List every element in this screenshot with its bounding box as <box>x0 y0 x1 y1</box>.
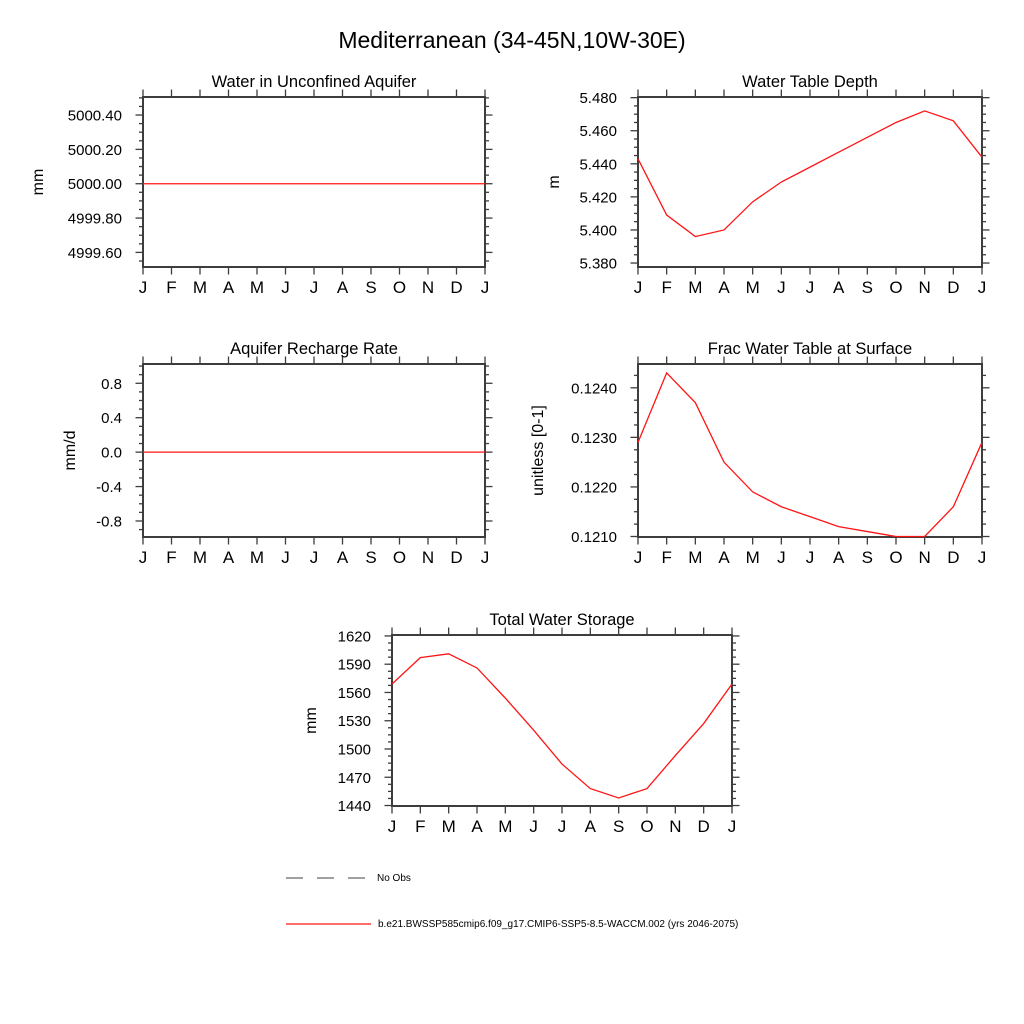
y-tick-label: 0.1210 <box>571 529 617 547</box>
x-tick-label: S <box>861 548 874 567</box>
y-axis-label: mm <box>30 168 47 196</box>
x-tick-label: J <box>777 278 786 297</box>
x-tick-label: M <box>745 278 760 297</box>
x-tick-label: J <box>480 548 490 567</box>
x-tick-label: J <box>138 548 148 567</box>
x-tick-label: O <box>392 278 407 297</box>
y-tick-label: 4999.60 <box>67 244 122 262</box>
x-tick-label: D <box>947 278 960 297</box>
series-key-line <box>286 918 371 930</box>
y-tick-label: 0.8 <box>101 375 122 393</box>
y-tick-label: -0.8 <box>96 513 122 531</box>
x-tick-label: N <box>669 817 682 836</box>
y-tick-label: 1530 <box>337 713 371 731</box>
x-tick-label: O <box>889 548 903 567</box>
panel-title: Frac Water Table at Surface <box>707 340 913 358</box>
y-axis-label: mm <box>303 707 320 734</box>
y-tick-label: 5.380 <box>579 255 617 273</box>
y-tick-label: 5000.40 <box>67 107 122 125</box>
legend-entry-series <box>286 918 738 930</box>
series-label: b.e21.BWSSP585cmip6.f09_g17.CMIP6-SSP5-8.5-WACCM.002 (yrs 2046-2075) <box>378 918 739 930</box>
no-obs-dash-line <box>286 872 366 884</box>
legend-entry-no-obs <box>286 872 411 884</box>
x-tick-label: J <box>281 548 290 567</box>
plot-frame <box>638 97 982 267</box>
x-tick-label: A <box>584 817 597 836</box>
x-tick-label: D <box>697 817 710 836</box>
x-tick-label: M <box>441 817 456 836</box>
chart-panel-5 <box>303 611 740 836</box>
x-tick-label: J <box>529 817 538 836</box>
y-tick-label: 5.460 <box>579 123 617 141</box>
panel-title: Total Water Storage <box>489 611 635 629</box>
x-tick-label: J <box>977 278 987 297</box>
y-tick-label: 1620 <box>337 628 371 646</box>
x-tick-label: A <box>832 278 845 297</box>
x-tick-label: S <box>861 278 874 297</box>
y-tick-label: 0.1230 <box>571 429 617 447</box>
plot-frame <box>638 364 982 537</box>
y-axis-label: m <box>546 175 563 189</box>
y-tick-label: 5.400 <box>579 222 617 240</box>
y-tick-label: 1470 <box>337 769 371 787</box>
x-tick-label: M <box>745 548 760 567</box>
x-tick-label: N <box>918 278 931 297</box>
x-tick-label: F <box>661 278 672 297</box>
chart-panel-2 <box>546 73 990 297</box>
chart-panel-1 <box>30 73 493 297</box>
x-tick-label: F <box>166 278 177 297</box>
x-tick-label: M <box>688 278 703 297</box>
x-tick-label: A <box>222 548 235 567</box>
x-tick-label: O <box>640 817 654 836</box>
x-tick-label: J <box>138 278 148 297</box>
x-tick-label: M <box>192 278 208 297</box>
y-axis-label: unitless [0-1] <box>530 405 547 496</box>
x-tick-label: J <box>557 817 567 836</box>
x-tick-label: J <box>977 548 987 567</box>
y-tick-label: 1440 <box>337 798 371 816</box>
y-tick-label: -0.4 <box>96 479 122 497</box>
x-tick-label: S <box>365 548 377 567</box>
x-tick-label: J <box>633 278 643 297</box>
x-tick-label: A <box>336 278 349 297</box>
x-tick-label: S <box>612 817 625 836</box>
data-line <box>638 373 982 537</box>
data-line <box>638 111 982 237</box>
x-tick-label: A <box>832 548 845 567</box>
x-tick-label: M <box>249 278 265 297</box>
no-obs-label: No Obs <box>377 872 411 884</box>
chart-panel-4 <box>530 340 990 567</box>
x-tick-label: O <box>392 548 407 567</box>
x-tick-label: O <box>889 278 903 297</box>
y-tick-label: 4999.80 <box>67 210 122 228</box>
x-tick-label: A <box>718 278 730 297</box>
x-tick-label: F <box>661 548 672 567</box>
x-tick-label: A <box>336 548 349 567</box>
y-tick-label: 5000.00 <box>67 176 122 194</box>
y-tick-label: 1500 <box>337 741 371 759</box>
x-tick-label: F <box>415 817 426 836</box>
x-tick-label: D <box>947 548 960 567</box>
plot-frame <box>143 364 485 537</box>
panel-title: Water in Unconfined Aquifer <box>211 73 417 91</box>
x-tick-label: N <box>421 278 435 297</box>
y-tick-label: 0.1240 <box>571 380 617 398</box>
x-tick-label: J <box>805 548 815 567</box>
x-tick-label: D <box>450 278 463 297</box>
y-tick-label: 0.0 <box>101 444 122 462</box>
panel-title: Water Table Depth <box>742 73 878 91</box>
y-tick-label: 0.1220 <box>571 479 617 497</box>
x-tick-label: M <box>688 548 703 567</box>
y-tick-label: 5.480 <box>579 90 617 108</box>
y-tick-label: 1560 <box>337 684 371 702</box>
y-tick-label: 1590 <box>337 656 371 674</box>
plot-frame <box>143 97 485 267</box>
x-tick-label: J <box>727 817 737 836</box>
x-tick-label: J <box>309 548 319 567</box>
plot-frame <box>392 635 732 806</box>
y-tick-label: 5000.20 <box>67 141 122 159</box>
x-tick-label: M <box>192 548 208 567</box>
x-tick-label: J <box>480 278 490 297</box>
x-tick-label: A <box>471 817 483 836</box>
chart-panel-3 <box>62 340 493 567</box>
x-tick-label: S <box>365 278 377 297</box>
x-tick-label: N <box>918 548 931 567</box>
data-line <box>392 654 732 798</box>
x-tick-label: J <box>805 278 815 297</box>
x-tick-label: J <box>309 278 319 297</box>
y-tick-label: 5.420 <box>579 189 617 207</box>
y-axis-label: mm/d <box>62 430 79 471</box>
x-tick-label: A <box>718 548 730 567</box>
x-tick-label: D <box>450 548 463 567</box>
x-tick-label: F <box>166 548 177 567</box>
page-title: Mediterranean (34-45N,10W-30E) <box>338 27 686 53</box>
x-tick-label: J <box>777 548 786 567</box>
x-tick-label: J <box>281 278 290 297</box>
panel-title: Aquifer Recharge Rate <box>230 340 398 358</box>
y-tick-label: 0.4 <box>101 410 122 428</box>
x-tick-label: J <box>387 817 397 836</box>
y-tick-label: 5.440 <box>579 156 617 174</box>
x-tick-label: M <box>249 548 265 567</box>
x-tick-label: A <box>222 278 235 297</box>
x-tick-label: N <box>421 548 435 567</box>
x-tick-label: J <box>633 548 643 567</box>
x-tick-label: M <box>498 817 513 836</box>
